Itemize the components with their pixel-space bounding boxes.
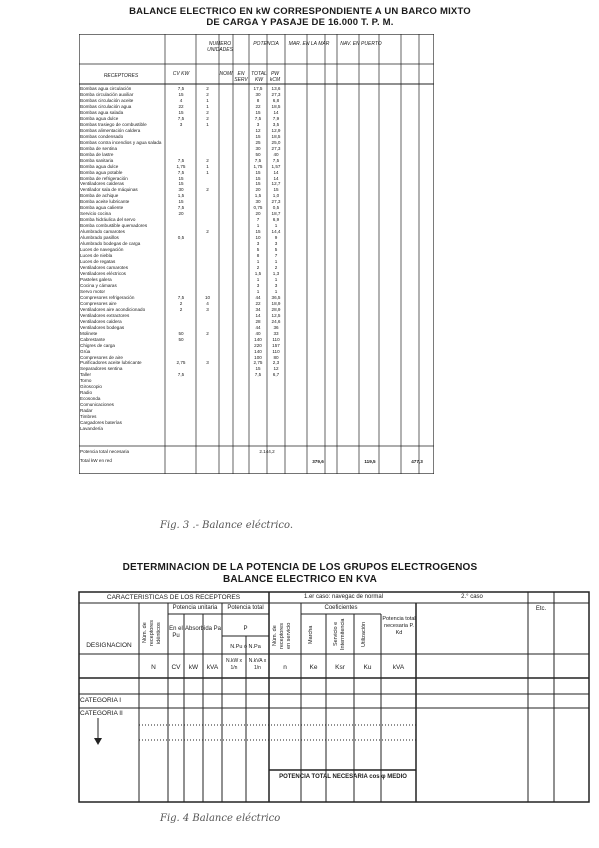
table1-row-label: Alumbrado pasillos [80, 235, 119, 241]
table1-cell: 7,9 [272, 115, 280, 121]
header-max-en-la-mar: MAR. EN LA MAR [288, 41, 330, 47]
t2-unit-label: N [151, 664, 156, 671]
table1-cell: 1 [256, 259, 260, 265]
kva-balance-table [76, 590, 594, 805]
table1-cell: 2 [256, 265, 260, 270]
caption-fig4: Fig. 4 Balance eléctrico [160, 813, 281, 824]
table1-cell: 18,5 [271, 103, 281, 109]
t2-p: P [243, 626, 248, 632]
table1-cell: 50 [178, 336, 184, 342]
table1-cell: 36,5 [271, 294, 281, 300]
table1-row-label: Ecosonda [80, 396, 101, 402]
table1-cell: 110 [272, 348, 280, 354]
table1-cell: 8 [256, 97, 260, 103]
table1-row-label: Comunicaciones [80, 402, 114, 408]
table1-row-label: Ventiladores eléctricos [80, 270, 126, 276]
table1-cell: 22 [255, 300, 261, 306]
table1-cell: 9 [274, 235, 278, 241]
table1-cell: 7,5 [254, 157, 262, 163]
table1-cell: 1 [256, 276, 260, 282]
t2-coeficientes: Coeficientes [324, 605, 358, 611]
table1-cell: 25 [255, 139, 261, 145]
table1-cell: 1,5 [254, 270, 262, 276]
table1-cell: 20 [178, 211, 184, 217]
table1-row-label: Purificadores aceite lubricante [80, 360, 142, 366]
table1-cell: 3 [256, 121, 260, 127]
t2-footer: POTENCIA TOTAL NECESARIA cos φ MEDIO [279, 774, 407, 780]
table1-cell: 3 [179, 121, 183, 127]
table1-cell: 44 [255, 324, 261, 330]
table1-cell: 15 [178, 181, 184, 187]
t2-categoria-1: CATEGORIA I [80, 697, 122, 704]
table1-row-label: Luces de regatas [80, 259, 116, 265]
table1-row-label: Bombas condensado [80, 133, 124, 139]
table1-row-label: Alumbrado camarotes [80, 229, 125, 235]
table1-cell: 157 [272, 342, 280, 348]
table1-cell: 15 [255, 169, 261, 175]
t2-unit-label: N.kVA x 1/n [248, 658, 267, 671]
table1-cell: 5 [256, 247, 260, 253]
table1-cell: 50 [255, 151, 261, 157]
table1-cell: 15 [255, 229, 261, 235]
table1-cell: 1 [256, 288, 260, 294]
table1-cell: 24,6 [271, 318, 281, 324]
table1-row-label: Servo motor [80, 288, 106, 294]
table1-cell: 15 [255, 181, 261, 187]
table1-cell: 30 [178, 187, 184, 193]
table1-title-line1: BALANCE ELECTRICO EN kW CORRESPONDIENTE A UN BARCO MIXTO [129, 6, 471, 17]
table1-cell: 1 [206, 163, 209, 169]
table1-cell: 1 [206, 97, 209, 103]
header-en-serv: EN SERV [234, 71, 248, 83]
table2-title-line2: BALANCE ELECTRICO EN KVA [222, 574, 378, 585]
table1-cell: 2 [206, 157, 209, 163]
table1-row-label: Bombas circulación aceite [80, 97, 134, 103]
table1-cell: 110 [272, 336, 280, 342]
table1-cell: 15 [255, 109, 261, 115]
table1-cell: 28,9 [271, 306, 281, 312]
table1-row-label: Taller [80, 372, 91, 378]
table1-cell: 7,5 [177, 294, 185, 300]
t2-unit-label: CV [171, 664, 181, 671]
table1-cell: 1 [274, 223, 278, 229]
table2-title-line1: DETERMINACION DE LA POTENCIA DE LOS GRUPOS ELECTROGENOS [122, 562, 478, 573]
table1-cell: 140 [254, 336, 262, 342]
table1-cell: 2,3 [272, 360, 280, 366]
table1-cell: 12 [255, 127, 261, 133]
table1-row-label: Bombas trasiego de combustible [80, 121, 147, 127]
table1-cell: 20 [255, 187, 261, 193]
table1-row-label: Bomba de refrigeración [80, 175, 128, 181]
table1-cell: 2 [206, 115, 209, 121]
table1-row-label: Radar [80, 408, 93, 414]
table1-cell: 3 [256, 282, 260, 288]
table1-cell: 140 [254, 348, 262, 354]
table1-cell: 10 [204, 294, 211, 300]
table1-row-label: Separadores sentina [80, 366, 123, 372]
table1-cell: 0,5 [177, 235, 185, 241]
table1-row-label: Bombas contra incendios y agua salada [80, 139, 162, 145]
table1-cell: 7,5 [177, 157, 185, 163]
table1-cell: 0,5 [272, 205, 280, 211]
footer-carga-total: 477,3 [411, 459, 423, 464]
table1-cell: 27,3 [271, 199, 281, 205]
table1-cell: 15 [178, 109, 184, 115]
table1-cell: 27,3 [271, 91, 281, 97]
table1-cell: 1 [274, 276, 278, 282]
t2-unit-label: N.kW x 1/n [225, 658, 243, 671]
t2-header-case2: 2.° caso [461, 594, 483, 600]
table1-cell: 6,8 [272, 97, 280, 103]
table1-row-label: Ventiladores aire acondicionado [80, 306, 146, 312]
table1-cell: 7,5 [177, 205, 185, 211]
table1-cell: 1 [256, 223, 260, 229]
t2-designacion: DESIGNACION [86, 642, 132, 649]
table1-row-label: Bomba agua potable [80, 169, 123, 175]
table1-cell: 15 [255, 175, 261, 181]
table1-cell: 2,75 [253, 360, 263, 366]
table1-row-label: Bombas alimentación caldera [80, 127, 141, 133]
table1-cell: 100 [254, 354, 262, 360]
table1-cell: 22 [255, 103, 261, 109]
t2-num-receptores-servicio: Núm. de receptores en servicio [272, 622, 292, 650]
table1-row-label: Chigres de carga [80, 342, 115, 348]
table1-row-label: Bomba combustible quemadores [80, 223, 148, 229]
table1-cell: 2 [179, 306, 183, 312]
table1-row-label: Grúa [80, 348, 91, 354]
table1-cell: 1 [206, 169, 209, 175]
table1-cell: 7,5 [177, 86, 185, 91]
table1-row-label: Bomba de sentina [80, 145, 118, 151]
table1-cell: 7,5 [254, 115, 262, 121]
table1-cell: 14 [273, 109, 279, 115]
table1-cell: 3 [206, 306, 209, 312]
table1-cell: 1,3 [272, 270, 280, 276]
table1-cell: 14 [273, 169, 279, 175]
table1-row-label: Bombas agua circulación [80, 86, 132, 91]
t2-utilizacion: Utilización [361, 621, 367, 647]
table1-row-label: Bomba de lastre [80, 151, 114, 157]
footer-potencia-total-label: Potencia total necesaria [80, 449, 130, 454]
table1-cell: 22 [178, 103, 184, 109]
footer-potencia-total-value: 2.144,2 [259, 449, 275, 454]
table1-cell: 28 [255, 318, 261, 324]
table1-row-label: Luces de navegación [80, 247, 124, 253]
table1-cell: 3,5 [272, 121, 280, 127]
table1-row-label: Bomba sanitaria [80, 157, 114, 163]
table1-cell: 5 [274, 247, 278, 253]
table1-cell: 13,6 [271, 86, 281, 91]
t2-potencia-unitaria: Potencia unitaria [172, 605, 218, 611]
table1-row-label: Bombas agua salada [80, 109, 124, 115]
footer-mar-total: 379,6 [312, 459, 324, 464]
electrical-balance-table [79, 34, 434, 474]
table1-cell: 7 [274, 253, 278, 259]
table1-cell: 12 [273, 366, 279, 372]
table1-cell: 2 [206, 86, 209, 91]
table1-cell: 12,7 [271, 181, 281, 187]
table1-cell: 15 [255, 133, 261, 139]
table1-row-label: Ventiladores calderas [80, 181, 124, 187]
header-numero-unidades: NUMERO UNIDADES [207, 41, 233, 53]
table1-cell: 7,5 [177, 372, 185, 378]
table1-row-label: Alumbrado bodegas de carga [80, 241, 141, 247]
table1-cell: 1,5 [254, 193, 262, 199]
table1-cell: 2 [206, 187, 209, 193]
table1-cell: 27,3 [271, 145, 281, 151]
t2-en-el-pu: En el Pu [169, 626, 183, 639]
header-total-kw: TOTAL KW [251, 71, 267, 83]
table1-cell: 18,5 [271, 133, 281, 139]
table1-row-label: Timbres [80, 414, 97, 420]
table1-row-label: Pasteles galera [80, 276, 112, 282]
table1-cell: 220 [254, 342, 262, 348]
t2-unit-label: kVA [392, 664, 405, 671]
table1-row-label: Bomba agua caliente [80, 205, 124, 211]
t2-unit-label: kVA [206, 664, 219, 671]
table1-cell: 14 [273, 175, 279, 181]
table1-cell: 14,4 [271, 229, 281, 235]
table1-cell: 50 [178, 330, 184, 336]
table1-cell: 1,57 [271, 163, 281, 169]
t2-num-receptores-identicos: Núm. de receptores idénticos [142, 620, 162, 646]
table1-cell: 18,9 [271, 300, 281, 306]
t2-header-case1: 1.er caso: navegac de normal [303, 594, 384, 600]
table1-cell: 4 [179, 97, 183, 103]
table1-cell: 3 [256, 241, 260, 247]
table1-cell: 15 [255, 366, 261, 372]
table1-cell: 14 [255, 312, 261, 318]
header-potencia: POTENCIA [253, 41, 279, 47]
table1-cell: 7,5 [272, 157, 280, 163]
table1-cell: 4 [206, 300, 209, 306]
table1-cell: 40 [273, 151, 279, 157]
table1-cell: 1 [274, 288, 278, 294]
table1-cell: 2 [206, 330, 209, 336]
table1-cell: 36 [273, 324, 279, 330]
t2-absorbida-pa: Absorbida Pa [184, 626, 222, 632]
table1-cell: 2 [274, 265, 278, 270]
table1-cell: 30 [255, 199, 261, 205]
table1-cell: 15 [178, 175, 184, 181]
table1-row-label: Cocina y cámaras [80, 282, 117, 288]
table1-cell: 2 [206, 229, 209, 235]
t2-unit-label: Ku [363, 664, 372, 671]
table1-row-label: Compresores aire [80, 300, 117, 306]
table1-cell: 0,75 [253, 205, 263, 211]
table1-cell: 30 [255, 145, 261, 151]
table1-cell: 2 [206, 109, 209, 115]
t2-header-main: CARACTERISTICAS DE LOS RECEPTORES [106, 594, 241, 601]
table1-cell: 1,75 [253, 163, 263, 169]
table1-row-label: Bomba agua dulce [80, 163, 119, 169]
table1-row-label: Ventiladores bodegas [80, 324, 125, 330]
table1-cell: 10 [255, 235, 261, 241]
table1-cell: 30 [255, 91, 261, 97]
table1-row-label: Molinete [80, 330, 98, 336]
table1-row-label: Bomba hidráulica del servo [80, 217, 136, 223]
table1-cell: 6,9 [272, 217, 280, 223]
footer-total-kw-label: Total kW en red [80, 458, 112, 463]
table1-cell: 20 [255, 211, 261, 217]
caption-fig3: Fig. 3 .- Balance eléctrico. [160, 520, 294, 531]
table1-row-label: Ventilador sala de máquinas [80, 187, 138, 193]
table1-cell: 40 [255, 330, 261, 336]
table1-cell: 1 [206, 103, 209, 109]
table1-cell: 2 [179, 300, 183, 306]
table1-row-label: Cargadores baterías [80, 420, 122, 426]
table1-title-line2: DE CARGA Y PASAJE DE 16.000 T. P. M. [206, 17, 394, 28]
t2-npu-npa: N.Pu ó N.Pa [230, 644, 261, 650]
table1-cell: 7,5 [177, 169, 185, 175]
table1-row-label: Cabrestante [80, 336, 106, 342]
table1-cell: 15 [178, 199, 184, 205]
table1-cell: 2,75 [176, 360, 186, 366]
table1-row-label: Bombas circulación agua [80, 103, 132, 109]
table1-row-label: Ventiladores camarotes [80, 265, 129, 270]
table1-row-label: Luces de niebla [80, 253, 113, 259]
table1-cell: 1,75 [176, 163, 186, 169]
table1-cell: 80 [273, 354, 279, 360]
table1-cell: 44 [255, 294, 261, 300]
t2-servicio: Servicio e Intermitencia [333, 618, 346, 650]
table1-cell: 7,5 [177, 115, 185, 121]
header-pw-nom: PW kCM [269, 71, 281, 83]
table1-cell: 6,7 [272, 372, 280, 378]
t2-unit-label: Ksr [335, 664, 345, 671]
t2-unit-label: kW [188, 664, 199, 671]
table1-cell: 18,7 [271, 211, 281, 217]
table1-cell: 8 [256, 253, 260, 259]
table1-cell: 15 [178, 91, 184, 97]
table1-cell: 3 [274, 282, 278, 288]
table1-cell: 7,5 [254, 372, 262, 378]
header-cv-kw: CV KW [172, 71, 190, 77]
table1-row-label: Bomba circulación auxiliar [80, 91, 134, 97]
table1-cell: 7 [256, 217, 260, 223]
table1-cell: 3 [274, 241, 278, 247]
footer-puerto-total: 119,5 [364, 459, 376, 464]
table1-cell: 1,0 [272, 193, 280, 199]
table1-cell: 15 [273, 187, 279, 193]
table1-row-label: Compresores de aire [80, 354, 123, 360]
table1-cell: 17,5 [253, 86, 263, 91]
header-nav-en-puerto: NAV. EN PUERTO [340, 41, 382, 47]
t2-marcha: Marcha [308, 625, 314, 645]
table1-cell: 1,5 [177, 193, 185, 199]
table1-cell: 33 [273, 330, 279, 336]
table1-row-label: Ventiladores extractores [80, 312, 130, 318]
table1-row-label: Torno [80, 378, 92, 384]
header-nomi: NOMI [219, 71, 233, 77]
table1-row-label: Bomba agua dulce [80, 115, 119, 121]
table1-row-label: Bomba de achique [80, 193, 119, 199]
table1-row-label: Lavandería [80, 426, 103, 432]
table1-row-label: Bomba aceite lubricante [80, 199, 130, 205]
table1-row-label: Radio [80, 390, 93, 396]
table1-row-label: Giroscopio [80, 384, 102, 390]
table1-cell: 12,9 [271, 127, 281, 133]
header-receptores: RECEPTORES [103, 73, 139, 79]
table1-cell: 1 [274, 259, 278, 265]
t2-potencia-total-necesaria: Potencia total necesaria P. Kd [382, 616, 416, 636]
table1-cell: 25,0 [271, 139, 281, 145]
t2-unit-label: Ke [309, 664, 318, 671]
table1-row-label: Compresores refrigeración [80, 294, 135, 300]
t2-unit-label: n [283, 664, 287, 671]
table1-cell: 1 [206, 121, 209, 127]
t2-categoria-2: CATEGORIA II [80, 710, 123, 717]
table1-row-label: Servicio cocina [80, 211, 111, 217]
t2-potencia-total: Potencia total [227, 605, 264, 611]
table1-cell: 12,5 [271, 312, 281, 318]
table1-cell: 2 [206, 91, 209, 97]
table1-cell: 3 [206, 360, 209, 366]
table1-cell: 34 [255, 306, 261, 312]
t2-header-etc: Etc. [535, 606, 547, 612]
table1-row-label: Ventiladores caldera [80, 318, 122, 324]
